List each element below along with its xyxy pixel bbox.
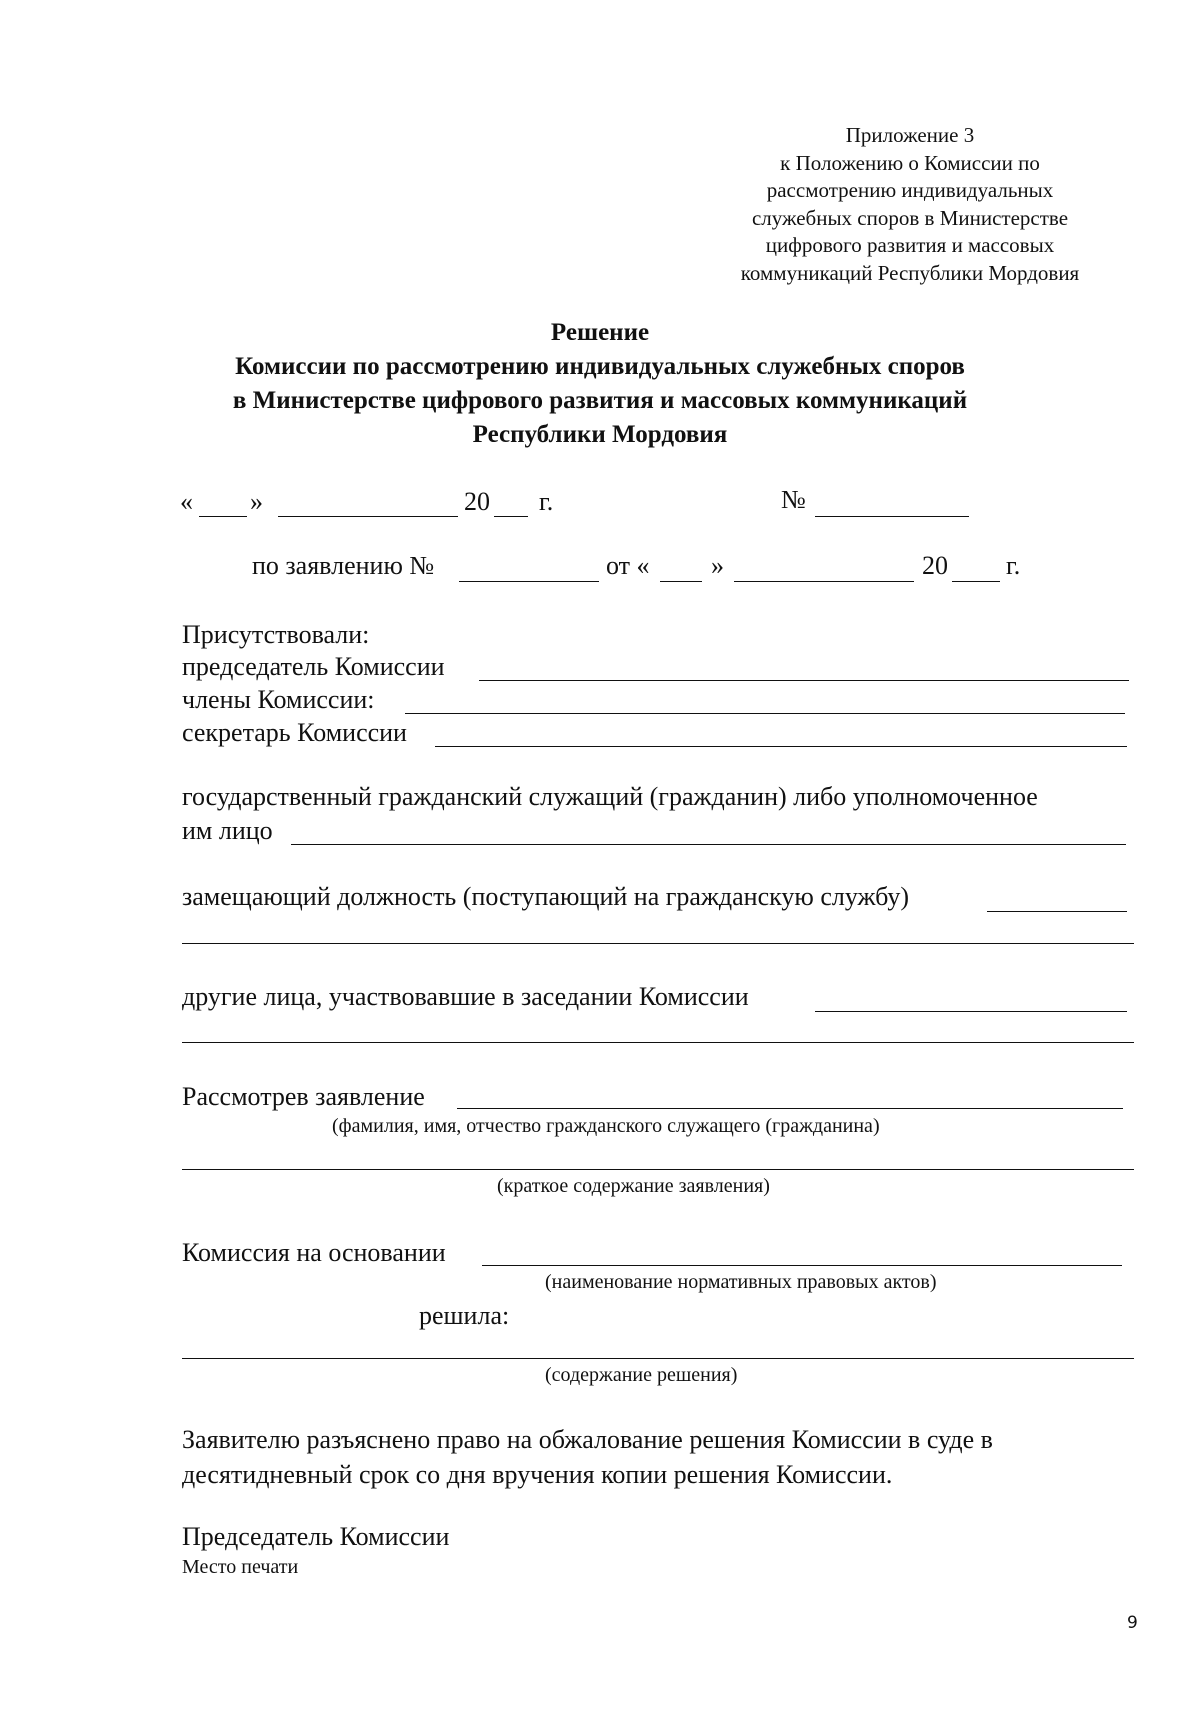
appendix-line: к Положению о Комиссии по	[780, 150, 1040, 175]
title-heading: Решение	[550, 319, 650, 346]
explanation-line: десятидневный срок со дня вручения копии решения Комиссии.	[182, 1460, 893, 1489]
page-number: 9	[1127, 1613, 1138, 1633]
seal-place: Место печати	[182, 1556, 299, 1578]
others-label: другие лица, участвовавшие в заседании Комиссии	[182, 982, 749, 1011]
considered-label: Рассмотрев заявление	[182, 1082, 425, 1111]
decision-content-field[interactable]	[182, 1358, 1134, 1359]
date-day-field[interactable]	[199, 516, 247, 517]
date-year-suffix: г.	[539, 487, 554, 516]
application-number-field[interactable]	[459, 581, 599, 582]
date-quote-open: «	[180, 487, 193, 516]
explanation-line: Заявителю разъяснено право на обжалование решения Комиссии в суде в	[182, 1425, 993, 1454]
decision-content-caption: (содержание решения)	[545, 1364, 738, 1386]
others-field[interactable]	[815, 1011, 1127, 1012]
position-field-continued[interactable]	[182, 943, 1134, 944]
application-summary-caption: (краткое содержание заявления)	[497, 1175, 770, 1197]
servant-label-line1: государственный гражданский служащий (гражданин) либо уполномоченное	[182, 782, 1038, 811]
decided-label: решила:	[419, 1301, 510, 1330]
present-heading: Присутствовали:	[182, 620, 370, 649]
secretary-field[interactable]	[435, 746, 1127, 747]
chairman-label: председатель Комиссии	[182, 652, 445, 681]
application-from: от «	[606, 551, 650, 580]
decision-number-field[interactable]	[815, 516, 969, 517]
application-label: по заявлению №	[252, 551, 435, 580]
title-line: в Министерстве цифрового развития и массовых коммуникаций	[232, 387, 968, 414]
application-summary-field[interactable]	[182, 1169, 1134, 1170]
secretary-label: секретарь Комиссии	[182, 718, 407, 747]
position-label: замещающий должность (поступающий на гражданскую службу)	[182, 882, 910, 911]
applicant-name-caption: (фамилия, имя, отчество гражданского служащего (гражданина)	[332, 1115, 880, 1137]
servant-field[interactable]	[291, 844, 1126, 845]
date-quote-close: »	[250, 487, 263, 516]
document-title	[200, 316, 1000, 452]
appendix-line: рассмотрению индивидуальных	[766, 178, 1054, 202]
title-line: Республики Мордовия	[472, 421, 728, 448]
appendix-line: цифрового развития и массовых	[765, 233, 1055, 257]
appendix-line: Приложение 3	[845, 123, 975, 147]
application-quote-close: »	[711, 551, 724, 580]
appendix-note	[700, 122, 1120, 287]
number-sign: №	[781, 485, 806, 514]
application-day-field[interactable]	[660, 581, 702, 582]
date-year-prefix: 20	[464, 487, 490, 516]
others-field-continued[interactable]	[182, 1042, 1134, 1043]
title-line: Комиссии по рассмотрению индивидуальных служебных споров	[235, 353, 965, 380]
members-field[interactable]	[405, 713, 1125, 714]
chairman-field[interactable]	[479, 680, 1129, 681]
legal-acts-caption: (наименование нормативных правовых актов)	[545, 1271, 937, 1293]
applicant-name-field[interactable]	[457, 1108, 1123, 1109]
servant-label-line2: им лицо	[182, 816, 273, 845]
appendix-line: коммуникаций Республики Мордовия	[740, 260, 1080, 285]
application-year-suffix: г.	[1006, 551, 1021, 580]
application-year-field[interactable]	[952, 581, 1000, 582]
appendix-line: служебных споров в Министерстве	[751, 205, 1069, 230]
signature-chairman: Председатель Комиссии	[182, 1522, 450, 1551]
legal-acts-field[interactable]	[482, 1265, 1122, 1266]
members-label: члены Комиссии:	[182, 685, 375, 714]
date-year-field[interactable]	[494, 516, 528, 517]
application-year-prefix: 20	[922, 551, 948, 580]
application-month-field[interactable]	[734, 581, 914, 582]
date-month-field[interactable]	[278, 516, 458, 517]
position-field[interactable]	[987, 911, 1127, 912]
commission-label: Комиссия на основании	[182, 1238, 446, 1267]
